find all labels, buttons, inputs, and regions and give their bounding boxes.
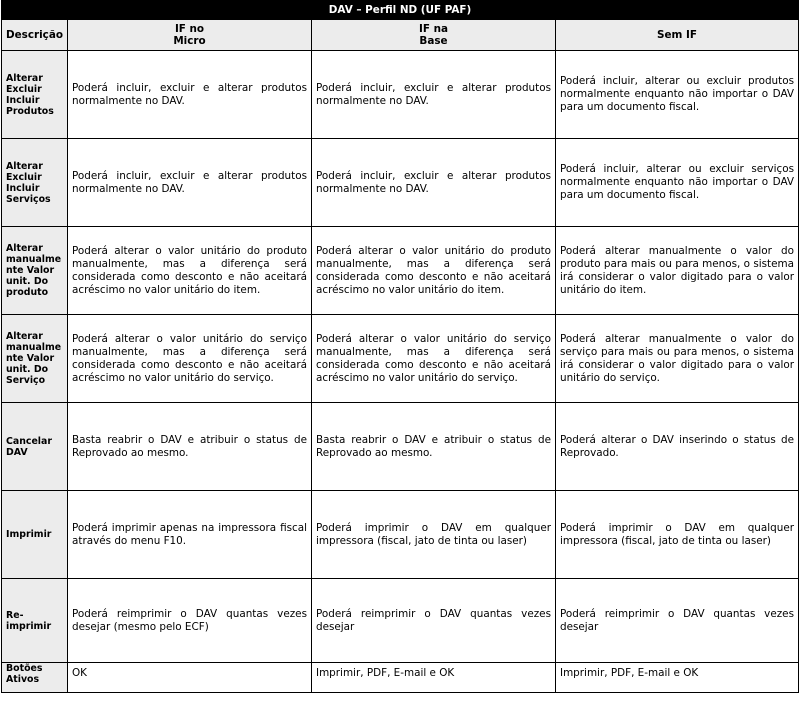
cell-if-micro: OK	[68, 663, 312, 693]
header-if-base	[312, 20, 556, 51]
table-row	[2, 315, 799, 403]
row-label-line: Incluir	[6, 182, 40, 194]
row-label-line: Botões	[6, 663, 43, 674]
header-sem-if: Sem IF	[556, 20, 799, 51]
cell-sem-if: Poderá alterar o DAV inserindo o status de Reprovado.	[556, 403, 799, 491]
table-row	[2, 51, 799, 139]
row-label-line: Serviços	[6, 193, 51, 205]
row-label-line: Excluir	[6, 83, 42, 95]
cell-sem-if: Poderá incluir, alterar ou excluir serviços normalmente enquanto não importar o DAV para um documento fiscal.	[556, 139, 799, 227]
cell-sem-if: Poderá reimprimir o DAV quantas vezes desejar	[556, 579, 799, 663]
cell-if-micro: Poderá alterar o valor unitário do serviço manualmente, mas a diferença será considerada como desconto e não aceitará acréscimo no valor unitário do serviço.	[68, 315, 312, 403]
row-label-line: nte Valor	[6, 265, 55, 276]
cell-if-micro: Poderá alterar o valor unitário do produto manualmente, mas a diferença será considerada como desconto e não aceitará acréscimo no valor unitário do item.	[68, 227, 312, 315]
row-label-line: Alterar	[6, 160, 43, 172]
row-label-line: Alterar	[6, 243, 43, 254]
row-label-line: Produtos	[6, 105, 54, 117]
cell-sem-if: Imprimir, PDF, E-mail e OK	[556, 663, 799, 693]
cell-if-base: Poderá alterar o valor unitário do serviço manualmente, mas a diferença será considerada como desconto e não aceitará acréscimo no valor unitário do serviço.	[312, 315, 556, 403]
cell-if-micro: Poderá reimprimir o DAV quantas vezes desejar (mesmo pelo ECF)	[68, 579, 312, 663]
header-descricao: Descrição	[2, 20, 68, 51]
table-row	[2, 663, 799, 693]
cell-if-base: Poderá incluir, excluir e alterar produtos normalmente no DAV.	[312, 139, 556, 227]
row-label-line: produto	[6, 287, 49, 298]
header-if-micro	[68, 20, 312, 51]
cell-if-micro: Poderá imprimir apenas na impressora fiscal através do menu F10.	[68, 491, 312, 579]
cell-if-base: Imprimir, PDF, E-mail e OK	[312, 663, 556, 693]
table-row	[2, 139, 799, 227]
cell-sem-if: Poderá imprimir o DAV em qualquer impressora (fiscal, jato de tinta ou laser)	[556, 491, 799, 579]
row-label-line: unit. Do	[6, 276, 49, 287]
row-label-line: Alterar	[6, 331, 43, 342]
row-label-line: Ativos	[6, 674, 40, 685]
cell-if-base: Poderá alterar o valor unitário do produto manualmente, mas a diferença será considerada como desconto e não aceitará acréscimo no valor unitário do item.	[312, 227, 556, 315]
row-label	[2, 227, 68, 315]
row-label	[2, 51, 68, 139]
row-label-line: imprimir	[6, 620, 52, 632]
row-label	[2, 663, 68, 693]
row-label	[2, 403, 68, 491]
table-body	[2, 51, 799, 693]
row-label-line: Serviço	[6, 375, 46, 386]
header-if-micro-line2: Micro	[173, 35, 206, 47]
table-row	[2, 491, 799, 579]
dav-profile-table	[1, 0, 799, 693]
header-if-base-line1: IF na	[419, 23, 448, 35]
row-label-line: DAV	[6, 446, 28, 458]
cell-sem-if: Poderá alterar manualmente o valor do serviço para mais ou para menos, o sistema irá considerar o valor digitado para o valor unitário do serviço.	[556, 315, 799, 403]
row-label	[2, 315, 68, 403]
table-title: DAV – Perfil ND (UF PAF)	[2, 1, 799, 20]
cell-if-micro: Poderá incluir, excluir e alterar produtos normalmente no DAV.	[68, 51, 312, 139]
cell-if-base: Basta reabrir o DAV e atribuir o status de Reprovado ao mesmo.	[312, 403, 556, 491]
cell-if-base: Poderá reimprimir o DAV quantas vezes desejar	[312, 579, 556, 663]
cell-if-micro: Basta reabrir o DAV e atribuir o status de Reprovado ao mesmo.	[68, 403, 312, 491]
header-row	[2, 20, 799, 51]
row-label-line: Alterar	[6, 72, 43, 84]
cell-if-micro: Poderá incluir, excluir e alterar produtos normalmente no DAV.	[68, 139, 312, 227]
table-row	[2, 227, 799, 315]
row-label	[2, 579, 68, 663]
table-row	[2, 403, 799, 491]
header-if-micro-line1: IF no	[174, 23, 205, 35]
row-label-line: nte Valor	[6, 353, 55, 364]
row-label-line: Imprimir	[6, 529, 52, 540]
row-label-line: Cancelar	[6, 435, 52, 447]
row-label-line: unit. Do	[6, 364, 49, 375]
title-row	[2, 1, 799, 20]
table-row	[2, 579, 799, 663]
row-label-line: Re-	[6, 609, 24, 621]
cell-if-base: Poderá incluir, excluir e alterar produtos normalmente no DAV.	[312, 51, 556, 139]
row-label-line: manualme	[6, 254, 62, 265]
row-label-line: Incluir	[6, 94, 40, 106]
row-label-line: manualme	[6, 342, 62, 353]
cell-sem-if: Poderá incluir, alterar ou excluir produtos normalmente enquanto não importar o DAV para um documento fiscal.	[556, 51, 799, 139]
row-label-line: Excluir	[6, 171, 42, 183]
cell-if-base: Poderá imprimir o DAV em qualquer impressora (fiscal, jato de tinta ou laser)	[312, 491, 556, 579]
cell-sem-if: Poderá alterar manualmente o valor do produto para mais ou para menos, o sistema irá considerar o valor digitado para o valor unitário do item.	[556, 227, 799, 315]
header-if-base-line2: Base	[419, 35, 448, 47]
row-label	[2, 139, 68, 227]
row-label	[2, 491, 68, 579]
